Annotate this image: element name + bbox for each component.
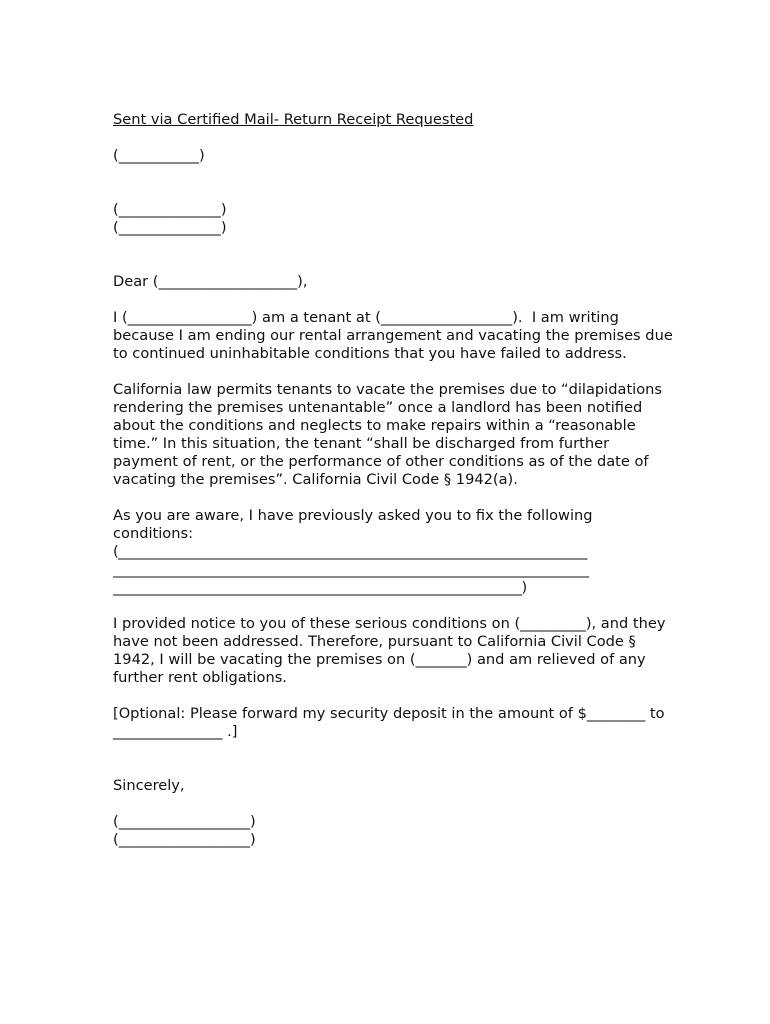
closing: Sincerely, [113, 777, 185, 794]
optional-deposit-paragraph: [Optional: Please forward my security deposit in the amount of $________ to _______________ .] [113, 705, 670, 740]
notice-paragraph: I provided notice to you of these serious conditions on (_________), and they have not been addressed. Therefore, pursuant to California Civil Code § 1942, I will be vacating the premises on (_______) and am relieved of any further rent obligations. [113, 615, 671, 686]
conditions-blank-line-1: (______________________________________________________________________ [113, 543, 587, 560]
law-paragraph: California law permits tenants to vacate the premises due to “dilapidations rendering the premises untenantable” once a landlord has been notified about the conditions and neglects to make repairs within a “reasonable time.” In this situation, the tenant “shall be discharged from further payment of rent, or the performance of other conditions as of the date of vacating the premises”. California Civil Code § 1942(a). [113, 381, 667, 488]
letter-page [113, 111, 678, 849]
spacer [113, 129, 673, 147]
date-blank: (___________) [113, 147, 205, 164]
signature-name-blank: (__________________) [113, 813, 256, 830]
intro-paragraph: I (_________________) am a tenant at (__________________). I am writing because I am ending our rental arrangement and vacating the premises due to continued uninhabitable conditions that you have failed to address. [113, 309, 678, 362]
recipient-address-blank: (______________) [113, 219, 227, 236]
certified-mail-heading: Sent via Certified Mail- Return Receipt Requested [113, 111, 474, 128]
spacer [113, 489, 673, 507]
recipient-name-blank: (______________) [113, 201, 227, 218]
spacer [113, 795, 673, 813]
salutation: Dear (___________________), [113, 273, 308, 290]
spacer [113, 363, 673, 381]
spacer [113, 741, 673, 777]
spacer [113, 597, 673, 615]
spacer [113, 291, 673, 309]
conditions-blank-line-3: _____________________________________________________________) [113, 579, 527, 596]
conditions-intro: As you are aware, I have previously asked you to fix the following conditions: [113, 507, 598, 542]
signature-address-blank: (__________________) [113, 831, 256, 848]
spacer [113, 237, 673, 273]
spacer [113, 165, 673, 201]
spacer [113, 687, 673, 705]
conditions-blank-line-2: _______________________________________________________________________ [113, 561, 589, 578]
